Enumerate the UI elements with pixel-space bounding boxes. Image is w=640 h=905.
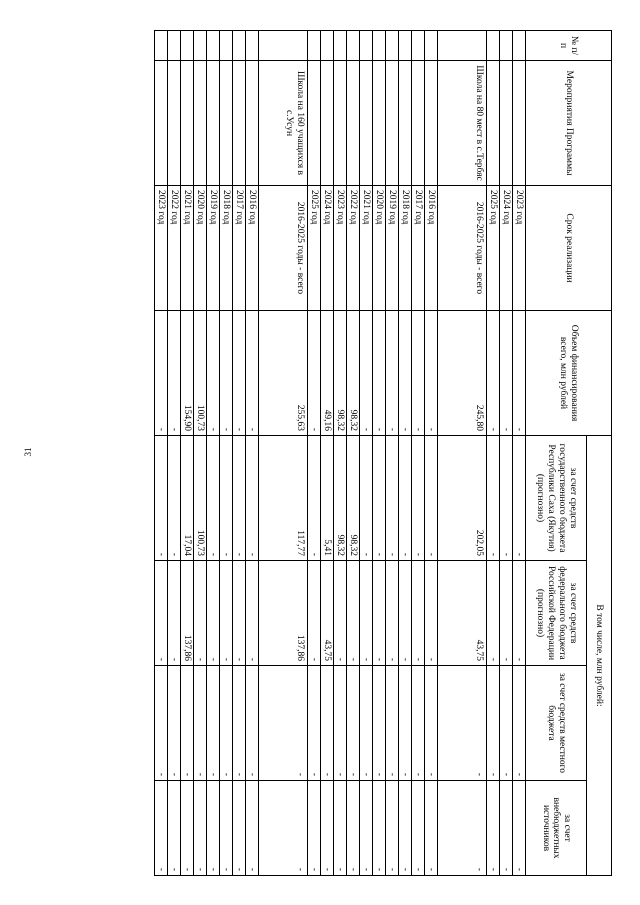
cell-state: 100,73 — [194, 436, 207, 561]
header-event: Мероприятия Программы — [526, 61, 612, 186]
cell-event — [168, 61, 181, 186]
cell-event — [513, 61, 526, 186]
cell-state: 17,04 — [181, 436, 194, 561]
table-row — [500, 31, 513, 876]
cell-num — [412, 31, 425, 61]
cell-period: 2021 год — [360, 186, 373, 311]
cell-state: - — [500, 436, 513, 561]
cell-event — [347, 61, 360, 186]
cell-local: - — [334, 666, 347, 781]
cell-offbudget: - — [412, 781, 425, 876]
cell-event — [321, 61, 334, 186]
cell-period: 2016 год — [425, 186, 438, 311]
cell-event — [207, 61, 220, 186]
cell-offbudget: - — [233, 781, 246, 876]
cell-federal: - — [347, 561, 360, 666]
table-row — [425, 31, 438, 876]
cell-federal: 43,75 — [321, 561, 334, 666]
cell-event — [334, 61, 347, 186]
cell-total: - — [207, 311, 220, 436]
cell-period: 2024 год — [500, 186, 513, 311]
table-row — [155, 31, 168, 876]
financing-table — [154, 30, 612, 876]
cell-period: 2024 год — [321, 186, 334, 311]
cell-event — [500, 61, 513, 186]
cell-total: - — [220, 311, 233, 436]
cell-num — [207, 31, 220, 61]
cell-period: 2020 год — [194, 186, 207, 311]
cell-offbudget: - — [500, 781, 513, 876]
cell-state: - — [220, 436, 233, 561]
cell-state: - — [513, 436, 526, 561]
cell-period: 2019 год — [386, 186, 399, 311]
header-including: В том числе, млн рублей: — [587, 436, 612, 876]
cell-local: - — [425, 666, 438, 781]
cell-period: 2021 год — [181, 186, 194, 311]
cell-total: 245,80 — [438, 311, 487, 436]
cell-local: - — [181, 666, 194, 781]
table-row — [233, 31, 246, 876]
cell-num — [500, 31, 513, 61]
cell-num — [334, 31, 347, 61]
cell-federal: 137,86 — [181, 561, 194, 666]
cell-state: - — [399, 436, 412, 561]
cell-num — [425, 31, 438, 61]
cell-total: - — [168, 311, 181, 436]
cell-total: - — [487, 311, 500, 436]
cell-num — [181, 31, 194, 61]
cell-local: - — [233, 666, 246, 781]
cell-offbudget: - — [386, 781, 399, 876]
table-row — [181, 31, 194, 876]
cell-federal: - — [207, 561, 220, 666]
cell-local: - — [207, 666, 220, 781]
table-row — [168, 31, 181, 876]
cell-num — [513, 31, 526, 61]
cell-num — [321, 31, 334, 61]
cell-state: - — [386, 436, 399, 561]
cell-period: 2016-2025 годы - всего — [438, 186, 487, 311]
cell-state: - — [373, 436, 386, 561]
cell-federal: 43,75 — [438, 561, 487, 666]
cell-period: 2025 год — [308, 186, 321, 311]
cell-total: - — [399, 311, 412, 436]
cell-local: - — [438, 666, 487, 781]
cell-total: - — [425, 311, 438, 436]
cell-state: - — [487, 436, 500, 561]
cell-offbudget: - — [246, 781, 259, 876]
cell-local: - — [321, 666, 334, 781]
cell-num — [259, 31, 308, 61]
header-period: Срок реализации — [526, 186, 612, 311]
cell-period: 2022 год — [168, 186, 181, 311]
cell-event — [308, 61, 321, 186]
cell-total: - — [360, 311, 373, 436]
cell-period: 2018 год — [399, 186, 412, 311]
cell-offbudget: - — [194, 781, 207, 876]
cell-state: - — [207, 436, 220, 561]
cell-offbudget: - — [487, 781, 500, 876]
cell-offbudget: - — [155, 781, 168, 876]
cell-event — [487, 61, 500, 186]
cell-offbudget: - — [373, 781, 386, 876]
cell-period: 2016-2025 годы - всего — [259, 186, 308, 311]
cell-total: 49,16 — [321, 311, 334, 436]
cell-total: 98,32 — [347, 311, 360, 436]
cell-event: Школа на 80 мест в с.Тербяс — [438, 61, 487, 186]
cell-federal: - — [194, 561, 207, 666]
cell-num — [155, 31, 168, 61]
cell-federal: - — [233, 561, 246, 666]
table-row — [412, 31, 425, 876]
cell-total: 100,73 — [194, 311, 207, 436]
cell-period: 2019 год — [207, 186, 220, 311]
cell-local: - — [500, 666, 513, 781]
table-row — [259, 31, 308, 876]
cell-event — [155, 61, 168, 186]
cell-local: - — [308, 666, 321, 781]
cell-num — [360, 31, 373, 61]
header-num: № п/п — [526, 31, 612, 61]
cell-event — [360, 61, 373, 186]
cell-num — [399, 31, 412, 61]
cell-period: 2023 год — [155, 186, 168, 311]
cell-event — [386, 61, 399, 186]
cell-state: 5,41 — [321, 436, 334, 561]
cell-offbudget: - — [399, 781, 412, 876]
cell-period: 2016 год — [246, 186, 259, 311]
cell-state: - — [168, 436, 181, 561]
cell-offbudget: - — [308, 781, 321, 876]
cell-num — [194, 31, 207, 61]
cell-event — [425, 61, 438, 186]
cell-offbudget: - — [513, 781, 526, 876]
cell-local: - — [259, 666, 308, 781]
cell-federal: - — [500, 561, 513, 666]
cell-federal: - — [246, 561, 259, 666]
cell-state: - — [233, 436, 246, 561]
cell-state: - — [412, 436, 425, 561]
cell-total: 98,32 — [334, 311, 347, 436]
cell-total: - — [233, 311, 246, 436]
cell-total: - — [386, 311, 399, 436]
header-state-budget: за счет средств государственного бюджета Республики Саха (Якутия) (прогнозно) — [526, 436, 587, 561]
cell-state: - — [425, 436, 438, 561]
cell-local: - — [347, 666, 360, 781]
cell-local: - — [513, 666, 526, 781]
cell-state: - — [308, 436, 321, 561]
cell-local: - — [399, 666, 412, 781]
cell-federal: - — [412, 561, 425, 666]
cell-federal: - — [386, 561, 399, 666]
cell-period: 2017 год — [412, 186, 425, 311]
cell-num — [168, 31, 181, 61]
cell-local: - — [246, 666, 259, 781]
cell-offbudget: - — [321, 781, 334, 876]
table-row — [334, 31, 347, 876]
cell-state: 202,05 — [438, 436, 487, 561]
cell-local: - — [194, 666, 207, 781]
cell-offbudget: - — [425, 781, 438, 876]
cell-federal: - — [360, 561, 373, 666]
cell-num — [487, 31, 500, 61]
table-row — [207, 31, 220, 876]
table-row — [220, 31, 233, 876]
header-federal-budget: за счет средств федерального бюджета Российской Федерации (прогнозно) — [526, 561, 587, 666]
cell-federal: - — [425, 561, 438, 666]
cell-federal: - — [513, 561, 526, 666]
cell-period: 2022 год — [347, 186, 360, 311]
cell-num — [246, 31, 259, 61]
cell-federal: - — [220, 561, 233, 666]
cell-total: - — [155, 311, 168, 436]
table-row — [308, 31, 321, 876]
cell-offbudget: - — [438, 781, 487, 876]
cell-total: - — [246, 311, 259, 436]
cell-total: 255,63 — [259, 311, 308, 436]
cell-offbudget: - — [220, 781, 233, 876]
cell-period: 2018 год — [220, 186, 233, 311]
cell-num — [386, 31, 399, 61]
cell-num — [438, 31, 487, 61]
cell-num — [233, 31, 246, 61]
cell-period: 2020 год — [373, 186, 386, 311]
cell-total: - — [513, 311, 526, 436]
cell-state: - — [360, 436, 373, 561]
cell-period: 2023 год — [334, 186, 347, 311]
cell-local: - — [360, 666, 373, 781]
cell-event: Школа на 160 учащихся в с.Усун — [259, 61, 308, 186]
table-row — [321, 31, 334, 876]
cell-event — [373, 61, 386, 186]
table-body — [155, 31, 526, 876]
cell-local: - — [168, 666, 181, 781]
cell-offbudget: - — [334, 781, 347, 876]
cell-event — [246, 61, 259, 186]
cell-federal: - — [373, 561, 386, 666]
cell-offbudget: - — [207, 781, 220, 876]
table-row — [360, 31, 373, 876]
cell-event — [412, 61, 425, 186]
cell-federal: - — [168, 561, 181, 666]
page-number: 31 — [23, 447, 33, 457]
table-row — [347, 31, 360, 876]
cell-num — [347, 31, 360, 61]
cell-num — [373, 31, 386, 61]
cell-num — [308, 31, 321, 61]
cell-federal: - — [334, 561, 347, 666]
cell-period: 2023 год — [513, 186, 526, 311]
cell-local: - — [220, 666, 233, 781]
table-row — [246, 31, 259, 876]
cell-state: 98,32 — [347, 436, 360, 561]
cell-local: - — [386, 666, 399, 781]
table-row — [373, 31, 386, 876]
cell-local: - — [155, 666, 168, 781]
cell-offbudget: - — [181, 781, 194, 876]
table-row — [487, 31, 500, 876]
cell-num — [220, 31, 233, 61]
cell-period: 2025 год — [487, 186, 500, 311]
cell-total: - — [308, 311, 321, 436]
table-row — [513, 31, 526, 876]
cell-state: 117,77 — [259, 436, 308, 561]
cell-local: - — [487, 666, 500, 781]
cell-federal: - — [308, 561, 321, 666]
cell-state: 98,32 — [334, 436, 347, 561]
cell-event — [220, 61, 233, 186]
cell-local: - — [412, 666, 425, 781]
header-offbudget: за счет внебюджетных источников — [526, 781, 587, 876]
cell-federal: - — [155, 561, 168, 666]
cell-event — [399, 61, 412, 186]
cell-federal: - — [487, 561, 500, 666]
cell-period: 2017 год — [233, 186, 246, 311]
cell-total: 154,90 — [181, 311, 194, 436]
cell-offbudget: - — [259, 781, 308, 876]
table-row — [438, 31, 487, 876]
cell-offbudget: - — [360, 781, 373, 876]
table-row — [194, 31, 207, 876]
cell-state: - — [246, 436, 259, 561]
table-row — [399, 31, 412, 876]
cell-event — [194, 61, 207, 186]
table-row — [386, 31, 399, 876]
cell-offbudget: - — [347, 781, 360, 876]
cell-total: - — [412, 311, 425, 436]
cell-offbudget: - — [168, 781, 181, 876]
header-total: Объем финансирования всего, млн рублей — [526, 311, 612, 436]
cell-total: - — [373, 311, 386, 436]
cell-local: - — [373, 666, 386, 781]
cell-federal: - — [399, 561, 412, 666]
cell-total: - — [500, 311, 513, 436]
cell-federal: 137,86 — [259, 561, 308, 666]
header-local-budget: за счет средств местного бюджета — [526, 666, 587, 781]
rotated-page — [32, 30, 612, 875]
cell-event — [233, 61, 246, 186]
cell-event — [181, 61, 194, 186]
cell-state: - — [155, 436, 168, 561]
